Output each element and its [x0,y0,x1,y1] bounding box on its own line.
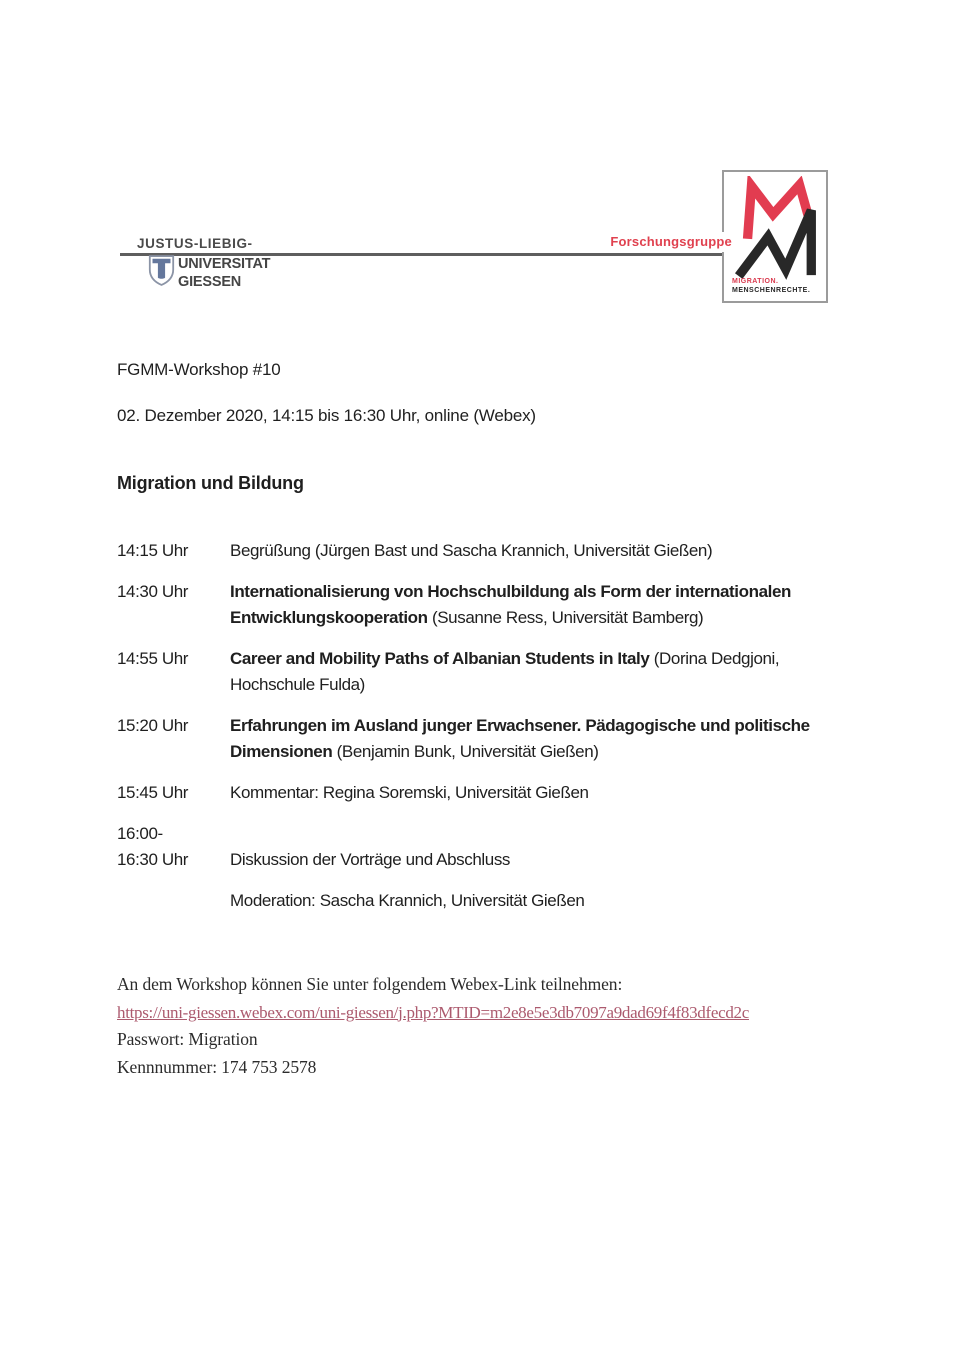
session-speakers: (Susanne Ress, Universität Bamberg) [427,608,704,627]
session-line [230,713,810,739]
session-line [230,672,779,698]
time-line-end: 16:30 Uhr [117,850,189,869]
time-line-start: 16:00- [117,824,163,843]
time-label: 14:15 Uhr [117,541,189,560]
session-speakers: Begrüßung (Jürgen Bast und Sascha Krannich, Universität Gießen) [230,541,713,560]
session-cell [230,780,589,806]
schedule-row [117,821,817,873]
session-speakers: (Dorina Dedgjoni, [649,649,780,668]
jlu-shield-icon [148,255,175,286]
session-line [230,605,791,631]
session-cell [230,713,810,765]
schedule-row [117,888,817,914]
webex-link-line [117,999,817,1027]
time-label: 14:55 Uhr [117,649,189,668]
schedule-row [117,713,817,765]
schedule-row [117,579,817,631]
mw-logo-word-menschenrechte: MENSCHENRECHTE. [732,287,811,294]
session-cell [230,579,791,631]
session-speakers: Diskussion der Vorträge und Abschluss [230,850,511,869]
session-line [230,888,584,914]
session-line [230,538,712,564]
jlu-logo-line3: GIESSEN [178,274,242,290]
time-label: 14:30 Uhr [117,582,189,601]
webex-intro: An dem Workshop können Sie unter folgendem Webex-Link teilnehmen: [117,974,623,994]
workshop-title: FGMM-Workshop #10 [117,360,281,379]
session-cell [230,538,712,564]
mw-logo-word-migration: MIGRATION. [732,278,779,285]
date-line: 02. Dezember 2020, 14:15 bis 16:30 Uhr, online (Webex) [117,406,536,425]
webex-id: Kennnummer: 174 753 2578 [117,1056,317,1077]
session-line [230,739,810,765]
time-label: 15:45 Uhr [117,783,189,802]
session-title: Internationalisierung von Hochschulbildung als Form der internationalen [230,582,791,601]
session-title: Dimensionen [230,742,333,761]
session-speakers: (Benjamin Bunk, Universität Gießen) [332,742,599,761]
schedule [117,538,817,929]
session-speakers: Moderation: Sascha Krannich, Universität Gießen [230,891,585,910]
session-title: Entwicklungskooperation [230,608,428,627]
schedule-row [117,538,817,564]
webex-password: Passwort: Migration [117,1029,258,1049]
jlu-logo-line2: UNIVERSITAT [178,256,271,272]
schedule-row [117,646,817,698]
session-line [230,780,589,806]
webex-link[interactable]: https://uni-giessen.webex.com/uni-giessen/j.php?MTID=m2e8e5e3db7097a9dad69f4f83dfecd2c [117,1002,749,1022]
schedule-row [117,780,817,806]
session-line [230,579,791,605]
session-speakers: Kommentar: Regina Soremski, Universität Gießen [230,783,589,802]
mw-logo-box [722,170,828,303]
session-cell [230,646,779,698]
time-label: 15:20 Uhr [117,716,189,735]
webex-block [117,971,817,1081]
topic-heading: Migration und Bildung [117,473,304,493]
session-cell [230,847,510,873]
time-label [117,821,230,873]
session-speakers: Hochschule Fulda) [230,675,365,694]
session-line [230,646,779,672]
jlu-logo-line1: JUSTUS-LIEBIG- [137,236,253,251]
session-cell [230,888,584,914]
session-line [230,847,510,873]
session-title: Career and Mobility Paths of Albanian Students in Italy [230,649,650,668]
forschungsgruppe-label: Forschungsgruppe [604,232,736,252]
session-title: Erfahrungen im Ausland junger Erwachsener. Pädagogische und politische [230,716,810,735]
